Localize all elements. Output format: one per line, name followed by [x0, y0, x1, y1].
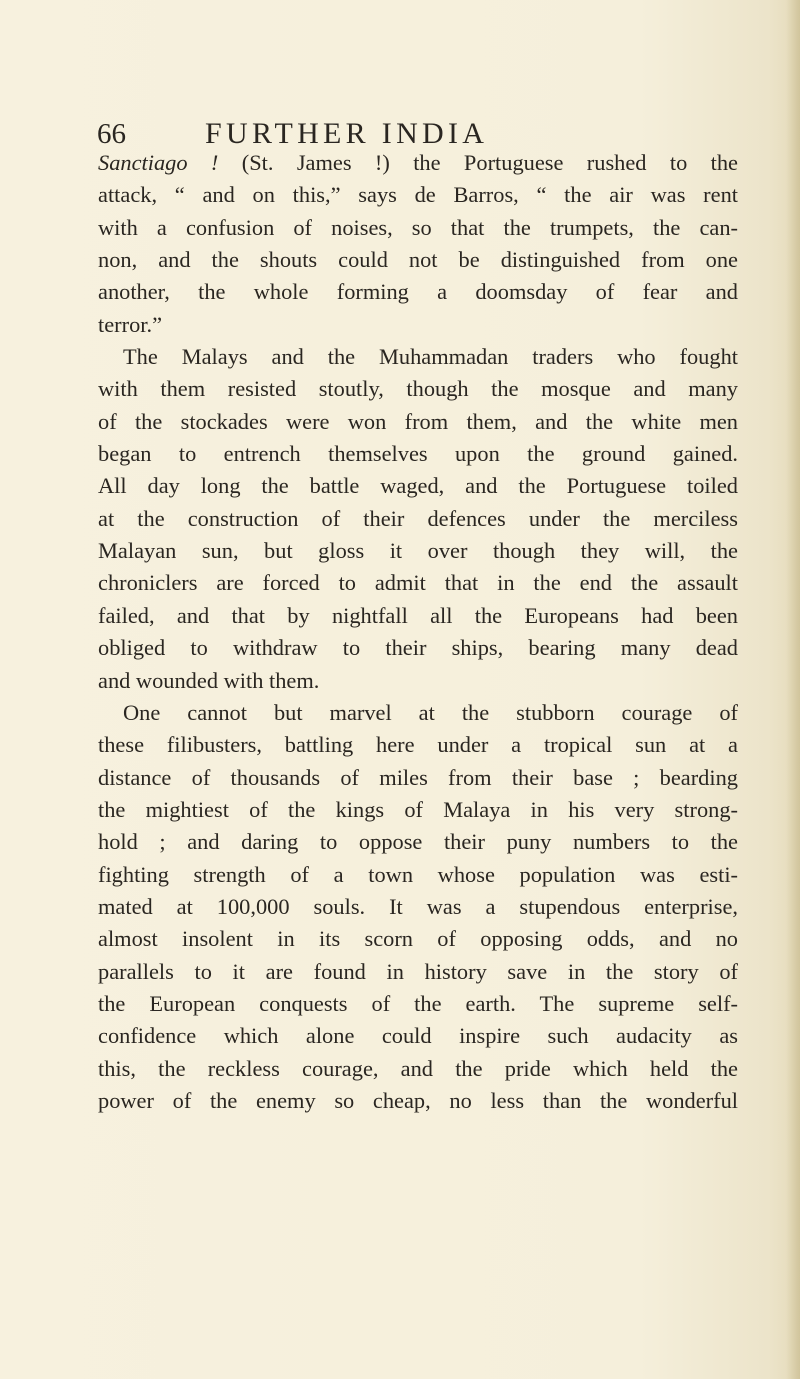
- text-line: failed, and that by nightfall all the Europeans had been: [98, 602, 738, 628]
- page-number: 66: [97, 118, 126, 150]
- text-line: at the construction of their defences under the merciless: [98, 505, 738, 531]
- page-edge-shadow: [786, 0, 800, 1379]
- text-line: the European conquests of the earth. The supreme self-: [98, 990, 738, 1016]
- text-line: confidence which alone could inspire such audacity as: [98, 1023, 738, 1049]
- text-line: these filibusters, battling here under a tropical sun at a: [98, 732, 738, 758]
- text-line: of the stockades were won from them, and the white men: [98, 408, 738, 434]
- text-line: mated at 100,000 souls. It was a stupendous enterprise,: [98, 893, 738, 919]
- text-line: parallels to it are found in history save in the story of: [98, 958, 738, 984]
- text-line: obliged to withdraw to their ships, bearing many dead: [98, 635, 738, 661]
- text-line: hold ; and daring to oppose their puny numbers to the: [98, 829, 738, 855]
- text-line: The Malays and the Muhammadan traders who fought: [123, 344, 738, 370]
- text-line: attack, “ and on this,” says de Barros, “ the air was rent: [98, 182, 738, 208]
- text-line: Sanctiago ! (St. James !) the Portuguese rushed to the: [98, 150, 738, 175]
- text-line: another, the whole forming a doomsday of fear and: [98, 279, 738, 305]
- body-text: [98, 147, 738, 1117]
- text-line: chroniclers are forced to admit that in the end the assault: [98, 570, 738, 596]
- text-line: power of the enemy so cheap, no less than the wonderful: [98, 1087, 738, 1113]
- text-line: One cannot but marvel at the stubborn courage of: [123, 699, 738, 725]
- text-line: fighting strength of a town whose population was esti-: [98, 861, 738, 887]
- text-line: All day long the battle waged, and the Portuguese toiled: [98, 473, 738, 499]
- text-line: almost insolent in its scorn of opposing odds, and no: [98, 926, 738, 952]
- text-line: this, the reckless courage, and the pride which held the: [98, 1055, 738, 1081]
- text-line: terror.”: [98, 311, 163, 337]
- running-title: FURTHER INDIA: [205, 117, 489, 150]
- text-line: the mightiest of the kings of Malaya in his very strong-: [98, 796, 738, 822]
- text-line: Malayan sun, but gloss it over though they will, the: [98, 538, 738, 564]
- italic-exclamation: Sanctiago !: [98, 150, 219, 175]
- text-line: began to entrench themselves upon the ground gained.: [98, 441, 738, 467]
- text-line: with them resisted stoutly, though the mosque and many: [98, 376, 738, 402]
- text-line: with a confusion of noises, so that the trumpets, the can-: [98, 214, 738, 240]
- text-line: and wounded with them.: [98, 667, 320, 693]
- text-line: distance of thousands of miles from their base ; bearding: [98, 764, 738, 790]
- text-line: non, and the shouts could not be distinguished from one: [98, 247, 738, 273]
